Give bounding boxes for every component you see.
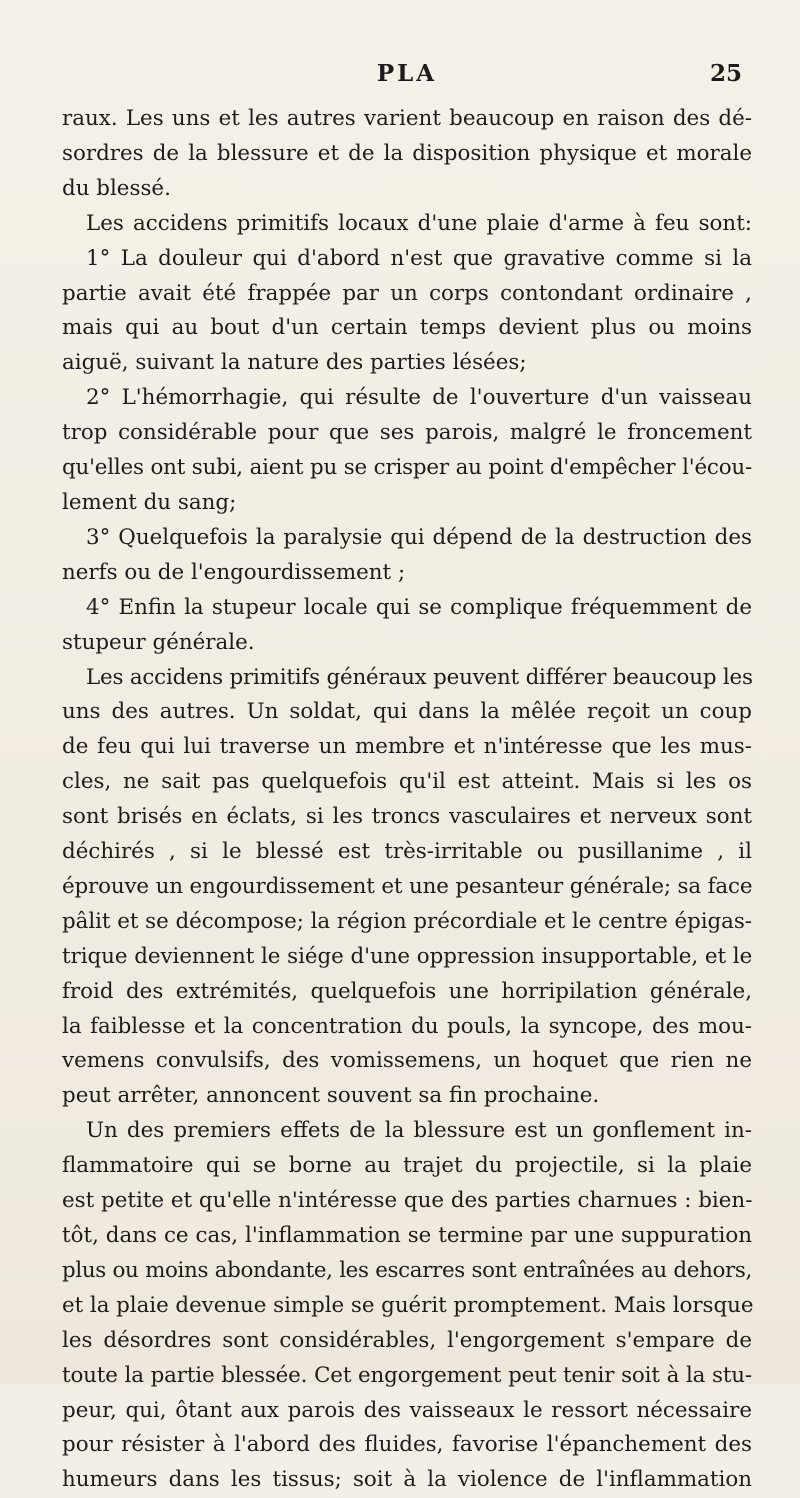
text-line: raux. Les uns et les autres varient beaucoup en raison des dé- <box>62 106 752 131</box>
text-line: tôt, dans ce cas, l'inflammation se termine par une suppuration <box>62 1223 752 1248</box>
text-line: aiguë, suivant la nature des parties lésées; <box>62 350 527 376</box>
text-line: pâlit et se décompose; la région précordiale et le centre épigas- <box>62 908 752 934</box>
text-body <box>62 102 752 1498</box>
text-line: nerfs ou de l'engourdissement ; <box>62 559 406 585</box>
text-line: 4° Enfin la stupeur locale qui se complique fréquemment de <box>86 594 752 620</box>
text-line: éprouve un engourdissement et une pesanteur générale; sa face <box>62 873 753 899</box>
text-line: peur, qui, ôtant aux parois des vaisseaux le ressort nécessaire <box>62 1397 752 1423</box>
text-line: est petite et qu'elle n'intéresse que des parties charnues : bien- <box>62 1188 753 1214</box>
text-line: plus ou moins abondante, les escarres sont entraînées au dehors, <box>62 1257 752 1283</box>
text-line: vemens convulsifs, des vomissemens, un hoquet que rien ne <box>62 1048 752 1074</box>
text-line: Un des premiers effets de la blessure est un gonflement in- <box>86 1118 752 1144</box>
text-line: les désordres sont considérables, l'engorgement s'empare de <box>62 1327 752 1353</box>
text-line: Les accidens primitifs locaux d'une plaie d'arme à feu sont: <box>86 210 752 236</box>
text-line: trop considérable pour que ses parois, malgré le froncement <box>62 420 752 446</box>
text-line: qu'elles ont subi, aient pu se crisper au point d'empêcher l'écou- <box>62 455 752 481</box>
text-line: sordres de la blessure et de la disposition physique et morale <box>62 140 752 166</box>
text-line: uns des autres. Un soldat, qui dans la mêlée reçoit un coup <box>62 699 752 725</box>
text-line: 1° La douleur qui d'abord n'est que gravative comme si la <box>86 245 752 271</box>
text-line: pour résister à l'abord des fluides, favorise l'épanchement des <box>62 1432 752 1458</box>
text-line: humeurs dans les tissus; soit à la violence de l'inflammation <box>62 1467 752 1493</box>
text-line: mais qui au bout d'un certain temps devient plus ou moins <box>62 315 752 341</box>
text-line: lement du sang; <box>62 489 237 515</box>
text-line: la faiblesse et la concentration du pouls, la syncope, des mou- <box>62 1013 752 1039</box>
running-head: PLA <box>376 60 438 87</box>
text-line: cles, ne sait pas quelquefois qu'il est atteint. Mais si les os <box>62 769 752 795</box>
text-line: peut arrêter, annoncent souvent sa fin prochaine. <box>62 1083 600 1109</box>
text-line: 2° L'hémorrhagie, qui résulte de l'ouverture d'un vaisseau <box>86 385 752 411</box>
text-line: toute la partie blessée. Cet engorgement peut tenir soit à la stu- <box>62 1362 752 1388</box>
text-line: trique deviennent le siége d'une oppression insupportable, et le <box>62 943 753 969</box>
text-line: 3° Quelquefois la paralysie qui dépend de la destruction des <box>86 524 752 550</box>
text-line: du blessé. <box>62 175 171 201</box>
page-number: 25 <box>709 60 742 87</box>
text-line: et la plaie devenue simple se guérit promptement. Mais lorsque <box>62 1292 754 1318</box>
text-line: partie avait été frappée par un corps contondant ordinaire , <box>62 280 752 306</box>
text-line: flammatoire qui se borne au trajet du projectile, si la plaie <box>62 1153 752 1179</box>
text-line: de feu qui lui traverse un membre et n'intéresse que les mus- <box>62 734 752 760</box>
text-line: déchirés , si le blessé est très-irritable ou pusillanime , il <box>62 839 752 865</box>
text-line: Les accidens primitifs généraux peuvent différer beaucoup les <box>86 664 753 690</box>
text-line: sont brisés en éclats, si les troncs vasculaires et nerveux sont <box>62 804 752 830</box>
text-line: froid des extrémités, quelquefois une horripilation générale, <box>62 978 752 1004</box>
page-header <box>62 60 752 92</box>
text-line: stupeur générale. <box>62 629 255 655</box>
